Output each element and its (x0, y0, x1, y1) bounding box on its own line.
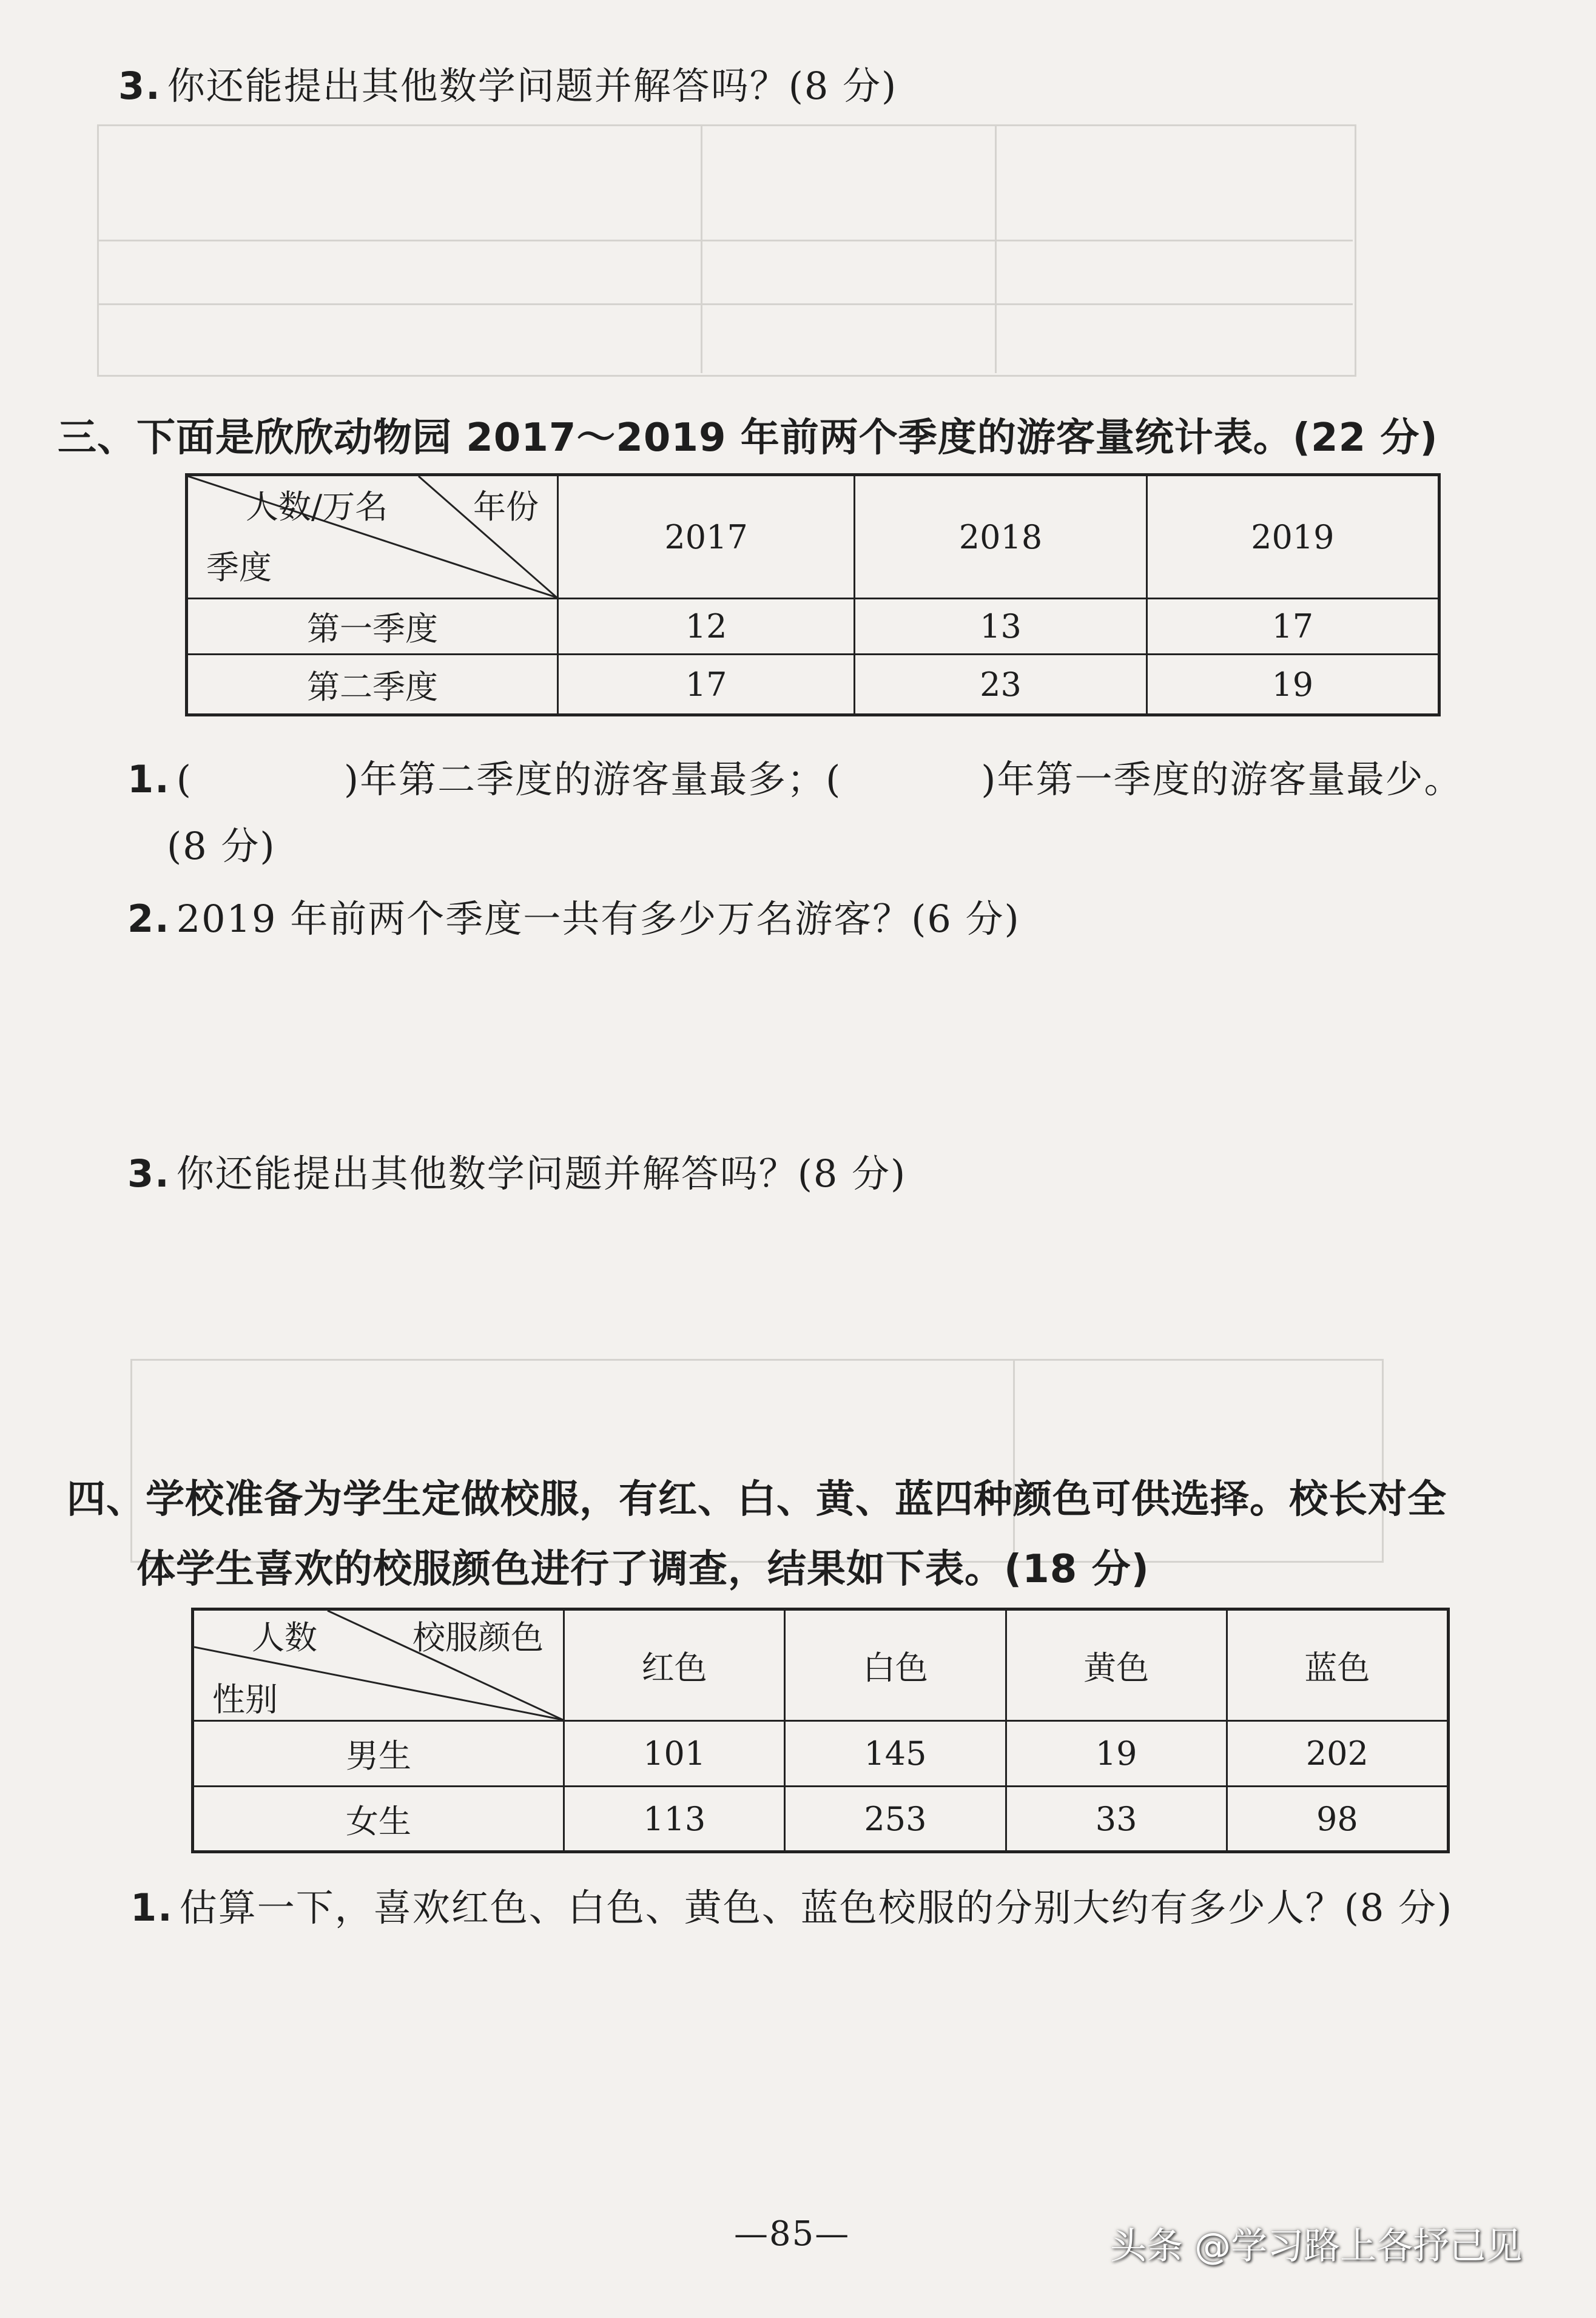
watermark: 头条 @学习路上各抒己见 (1110, 2225, 1523, 2268)
section-3-question-2 (127, 889, 1020, 943)
corner-label-color: 校服颜色 (412, 1619, 544, 1657)
table-row (193, 1787, 1449, 1852)
section-4-question-1 (130, 1878, 1453, 1932)
question-text: 2019 年前两个季度一共有多少万名游客？(6 分) (176, 897, 1020, 941)
row-label: 第二季度 (187, 655, 558, 715)
visitor-table (185, 473, 1441, 716)
section-3-question-1-score: (8 分) (167, 824, 276, 868)
table-row (187, 655, 1439, 715)
question-number: 3. (127, 1151, 170, 1196)
row-label: 女生 (193, 1787, 564, 1852)
column-header-yellow: 黄色 (1006, 1609, 1227, 1721)
column-header-2017: 2017 (558, 475, 855, 599)
question-number: 1. (127, 757, 170, 801)
column-header-red: 红色 (564, 1609, 785, 1721)
table-cell: 33 (1006, 1787, 1227, 1852)
table-cell: 12 (558, 599, 855, 655)
corner-label-count: 人数 (252, 1619, 317, 1657)
show-through-line (97, 240, 1353, 241)
show-through-table-top (97, 124, 1356, 377)
table-cell: 19 (1006, 1721, 1227, 1787)
corner-label-year: 年份 (473, 488, 539, 526)
question-text: )年第一季度的游客量最少。 (981, 757, 1463, 801)
question-number: 1. (130, 1885, 173, 1930)
show-through-table-middle (130, 1359, 1384, 1563)
table-cell: 98 (1227, 1787, 1448, 1852)
question-number: 3. (118, 64, 161, 108)
uniform-color-table (191, 1608, 1450, 1853)
table-cell: 101 (564, 1721, 785, 1787)
section-3-question-1 (127, 749, 1463, 803)
section-4-title-line-2: 体学生喜欢的校服颜色进行了调查，结果如下表。(18 分) (136, 1547, 1150, 1592)
page-number: —85— (734, 2214, 850, 2254)
question-text: ( (176, 757, 192, 801)
table-row (187, 599, 1439, 655)
table-row (193, 1721, 1449, 1787)
table-cell: 19 (1146, 655, 1439, 715)
table-cell: 17 (558, 655, 855, 715)
row-label: 第一季度 (187, 599, 558, 655)
show-through-line (97, 303, 1353, 305)
question-text: )年第二季度的游客量最多；( (343, 757, 842, 801)
table-corner-cell (193, 1609, 564, 1721)
section-3-title: 三、下面是欣欣动物园 2017～2019 年前两个季度的游客量统计表。(22 分) (58, 416, 1438, 460)
question-number: 2. (127, 897, 170, 941)
table-cell: 202 (1227, 1721, 1448, 1787)
question-text: 估算一下，喜欢红色、白色、黄色、蓝色校服的分别大约有多少人？(8 分) (179, 1885, 1453, 1930)
column-header-blue: 蓝色 (1227, 1609, 1448, 1721)
table-corner-cell (187, 475, 558, 599)
column-header-white: 白色 (785, 1609, 1006, 1721)
show-through-line (995, 124, 997, 373)
column-header-2018: 2018 (855, 475, 1146, 599)
table-cell: 145 (785, 1721, 1006, 1787)
table-cell: 113 (564, 1787, 785, 1852)
table-cell: 23 (855, 655, 1146, 715)
top-question-3 (118, 56, 897, 110)
section-3-question-3 (127, 1144, 906, 1198)
table-cell: 253 (785, 1787, 1006, 1852)
corner-label-quarter: 季度 (206, 548, 272, 587)
column-header-2019: 2019 (1146, 475, 1439, 599)
question-text: 你还能提出其他数学问题并解答吗？(8 分) (176, 1151, 907, 1196)
row-label: 男生 (193, 1721, 564, 1787)
question-text: 你还能提出其他数学问题并解答吗？(8 分) (167, 64, 898, 108)
table-cell: 17 (1146, 599, 1439, 655)
corner-label-gender: 性别 (212, 1680, 278, 1719)
corner-label-count: 人数/万名 (246, 488, 388, 526)
show-through-line (1013, 1359, 1015, 1559)
section-4-title-line-1: 四、学校准备为学生定做校服，有红、白、黄、蓝四种颜色可供选择。校长对全 (67, 1477, 1447, 1522)
table-cell: 13 (855, 599, 1146, 655)
show-through-line (701, 124, 702, 373)
